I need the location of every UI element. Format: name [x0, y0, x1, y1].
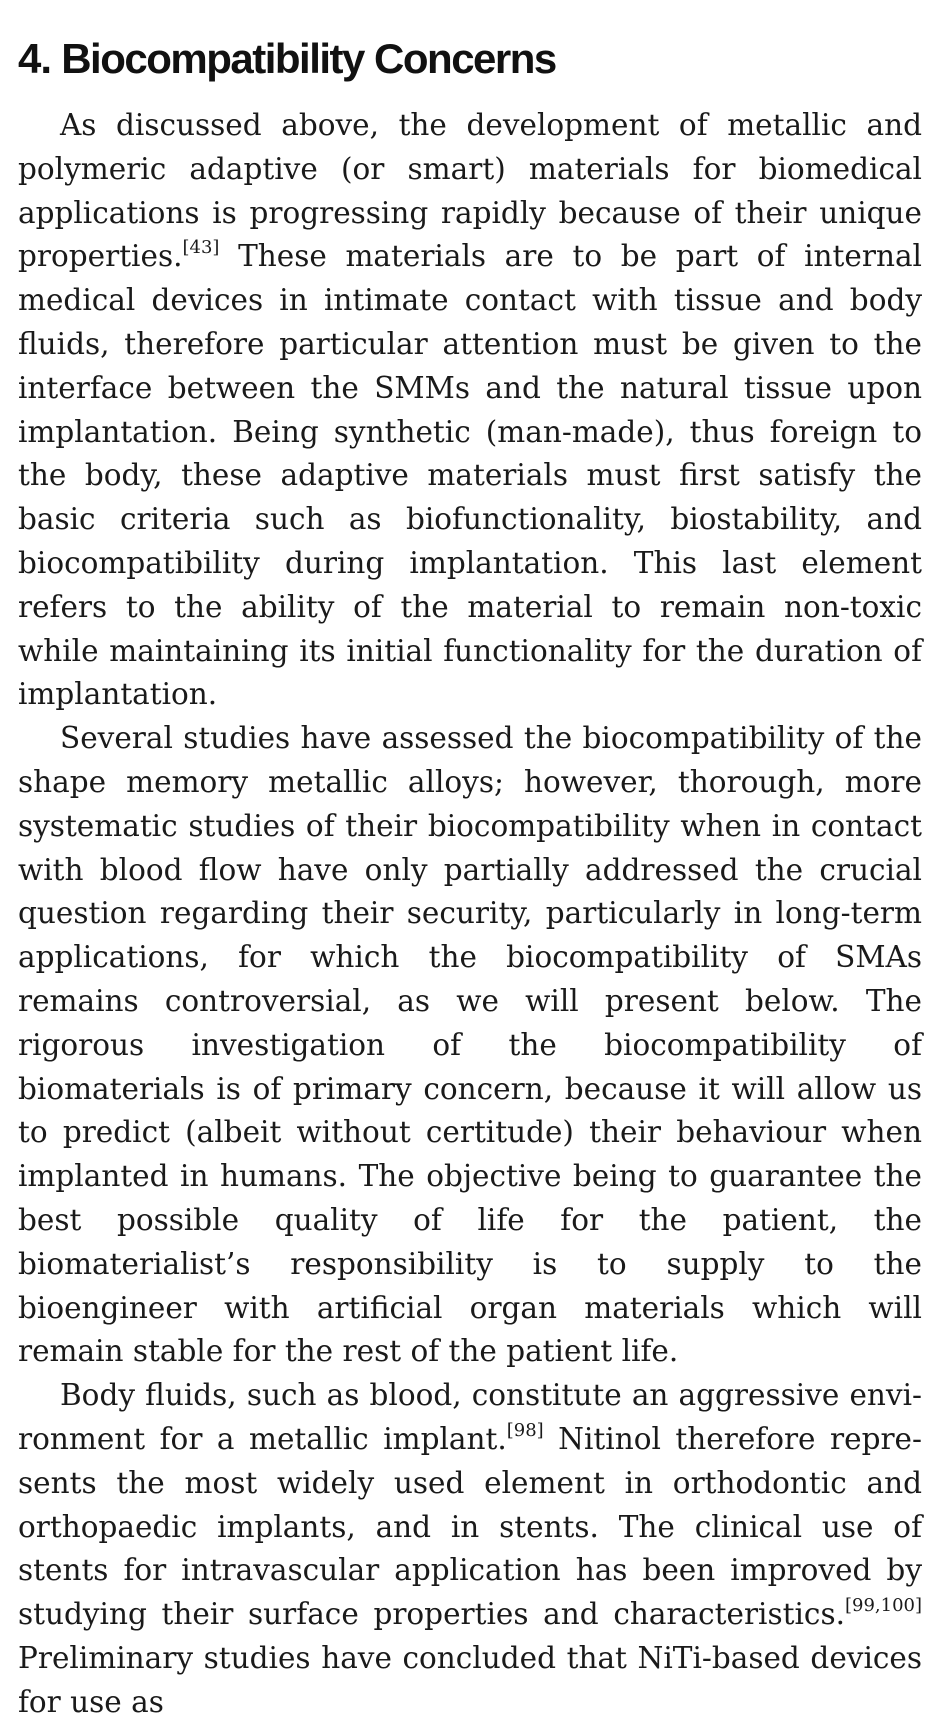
- paragraph-3-text-a: Body fluids, such as blood, constitute an aggressive environment for a metallic implant.: [18, 1378, 922, 1456]
- paragraph-1-text-a: As discussed above, the development of metallic and polymeric adaptive (or smart) materials for biomedical applications is progressing rapidly because of their unique properties.: [18, 108, 922, 274]
- citation-98: [98]: [506, 1419, 544, 1441]
- paragraph-3: [18, 1374, 922, 1724]
- body-text: [18, 104, 922, 1724]
- section-heading: [18, 28, 922, 90]
- paragraph-3-text-b: Nitinol therefore represents the most widely used element in orthodontic and orthopaedic implants, and in stents. The clinical use of stents for intravascular application has been improved by studying their surface properties and characteristics.: [18, 1421, 922, 1632]
- section-title: Biocompatibility Concerns: [61, 35, 556, 82]
- paragraph-2: [18, 717, 922, 1374]
- paragraph-3-text-c: Preliminary studies have concluded that NiTi-based devices for use as: [18, 1640, 922, 1719]
- citation-43: [43]: [182, 237, 220, 259]
- section-number: 4.: [18, 35, 52, 82]
- citation-99-100: [99,100]: [844, 1595, 922, 1617]
- paragraph-1-text-b: These materials are to be part of internal medical devices in intimate contact with tissue and body fluids, therefore particular attention must be given to the interface between the SMMs and the natural tissue upon implantation. Being synthetic (man-made), thus foreign to the body, these adaptive materials must first satisfy the basic criteria such as biofunctionality, biostability, and biocompatibility during implantation. This last element refers to the ability of the material to remain non-toxic while maintaining its initial functionality for the duration of implantation.: [18, 239, 922, 712]
- paragraph-1: [18, 104, 922, 717]
- paragraph-2-text: Several studies have assessed the biocompatibility of the shape memory metallic alloys; however, thorough, more systematic studies of their biocompatibility when in contact with blood flow have only partially addressed the crucial question regarding their security, particularly in long-term applications, for which the biocompatibility of SMAs remains controversial, as we will present below. The rigorous investigation of the biocompatibility of biomaterials is of primary concern, because it will allow us to predict (albeit without certitude) their behaviour when implanted in humans. The objective being to guarantee the best possible quality of life for the patient, the biomaterialist’s responsibility is to supply to the bioengineer with artificial organ materials which will remain stable for the rest of the patient life.: [18, 721, 922, 1369]
- document-page: [18, 28, 922, 1724]
